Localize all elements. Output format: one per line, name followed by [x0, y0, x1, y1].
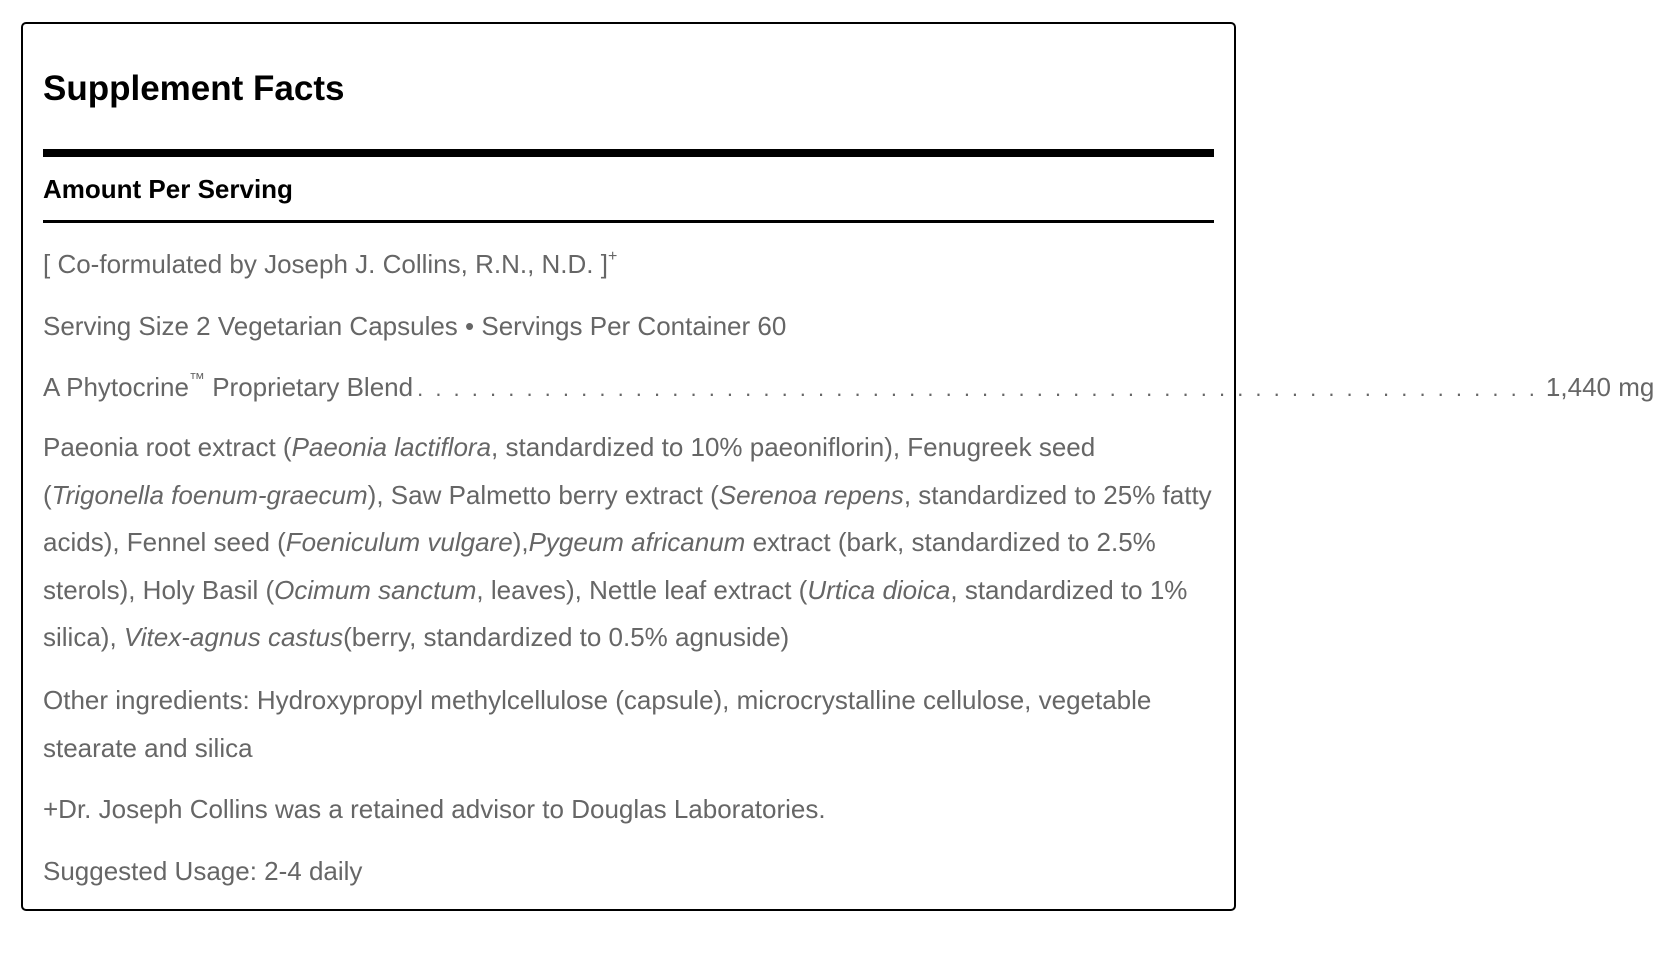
ingredient-latin-name: Urtica dioica [807, 574, 951, 605]
ingredient-latin-name: Vitex-agnus castus [123, 622, 344, 652]
ingredient-latin-name: Serenoa repens [718, 479, 904, 510]
page-title: Supplement Facts [43, 69, 345, 108]
coformulated-superscript: + [607, 248, 618, 265]
trademark-symbol: ™ [188, 371, 205, 388]
ingredient-latin-name: Paeonia lactiflora [291, 432, 492, 462]
other-ingredients: Other ingredients: Hydroxypropyl methylcellulose (capsule), microcrystalline cellulose, vegetable stearate and silica [43, 685, 1152, 763]
ingredient-text: extract (bark, standardized to 2.5% sterols), Holy Basil ( [43, 527, 1156, 605]
suggested-usage: Suggested Usage: 2-4 daily [43, 856, 363, 886]
ingredient-latin-name: Foeniculum vulgare [285, 527, 513, 557]
coformulated-text: [ Co-formulated by Joseph J. Collins, R.N., N.D. ] [43, 249, 608, 279]
amount-per-serving-heading: Amount Per Serving [43, 174, 293, 204]
ingredient-latin-name: Ocimum sanctum [274, 574, 477, 605]
advisor-note: +Dr. Joseph Collins was a retained advisor to Douglas Laboratories. [43, 794, 826, 824]
coformulated-line [43, 240, 1214, 288]
ingredient-text: , leaves), Nettle leaf extract ( [476, 574, 808, 605]
ingredient-latin-name: Trigonella foenum-graecum [51, 479, 368, 510]
leader-dots: . . . . . . . . . . . . . . . . . . . . . . . . . . . . . . . . . . . . . . . . . . . . . . . . . . . . . . . . . . . . . . [417, 376, 1538, 401]
thick-divider [43, 149, 1214, 157]
ingredient-text: , standardized to 25% fatty acids), Fennel seed ( [43, 479, 1212, 557]
ingredient-text: , standardized to 1% silica), [43, 574, 1188, 652]
blend-name-prefix: A Phytocrine [43, 372, 189, 402]
blend-name [43, 363, 413, 411]
supplement-facts-panel [21, 22, 1654, 911]
serving-info: Serving Size 2 Vegetarian Capsules • Servings Per Container 60 [43, 311, 787, 341]
ingredient-text: (berry, standardized to 0.5% agnuside) [343, 622, 790, 652]
ingredient-text: , standardized to 10% paeoniflorin), Fenugreek seed ( [43, 432, 1096, 510]
blend-row [43, 363, 1654, 413]
ingredient-text: ), Saw Palmetto berry extract ( [367, 479, 719, 510]
ingredients-list [43, 424, 1214, 662]
ingredient-text: Paeonia root extract ( [43, 432, 292, 462]
blend-name-suffix: Proprietary Blend [204, 372, 414, 402]
ingredient-text: ), [512, 527, 529, 557]
blend-amount: 1,440 mg [1545, 372, 1654, 402]
thin-divider [43, 220, 1214, 223]
ingredient-latin-name: Pygeum africanum [528, 527, 746, 557]
